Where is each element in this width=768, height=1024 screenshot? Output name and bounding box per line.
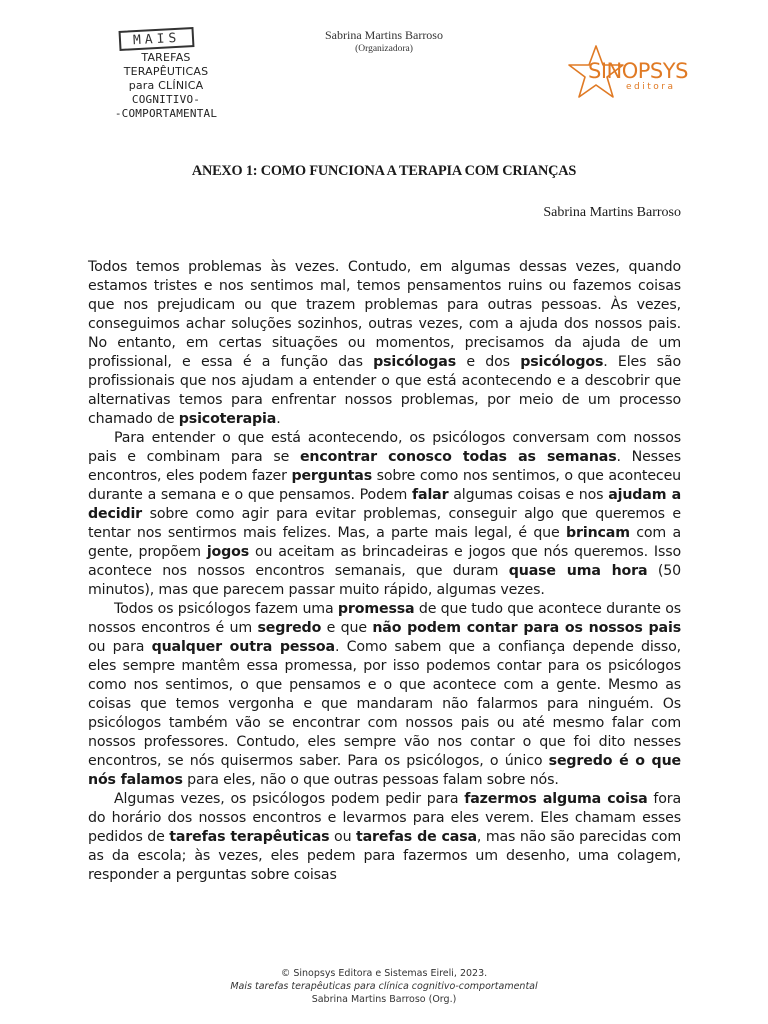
paragraph-text: e dos (456, 354, 521, 370)
emphasis-text: falar (412, 487, 449, 503)
emphasis-text: psicólogas (373, 354, 457, 370)
book-logo-lines (96, 51, 236, 121)
book-logo-line: TAREFAS (141, 51, 191, 64)
body-paragraph (88, 429, 681, 600)
paragraph-text: . (276, 411, 281, 427)
paragraph-text: Para entender o que está acontecendo, os psicólogos conversam com nossos pais e combinam para se (88, 430, 681, 465)
emphasis-text: não podem contar para os nossos pais (372, 620, 681, 636)
footer-organizer: Sabrina Martins Barroso (Org.) (311, 994, 457, 1005)
publisher-logo (566, 44, 686, 104)
body-text (88, 258, 681, 885)
emphasis-text: promessa (337, 601, 415, 617)
page-footer (184, 967, 584, 1006)
emphasis-text: psicólogos (520, 354, 604, 370)
page-title: ANEXO 1: COMO FUNCIONA A TERAPIA COM CRIANÇAS (191, 163, 577, 179)
book-logo-stamp: MAIS (119, 27, 195, 51)
emphasis-text: fazermos alguma coisa (464, 791, 648, 807)
publisher-brand: SINOPSYS (588, 59, 688, 83)
paragraph-text: ou aceitam as brincadeiras e jogos que nós queremos. Isso acontece nos nossos encontros semanais, que duram (88, 544, 681, 579)
paragraph-text: de que tudo que acontece durante os nossos encontros é um (88, 601, 681, 636)
organizer-name: Sabrina Martins Barroso (325, 28, 443, 42)
emphasis-text: tarefas terapêuticas (169, 829, 330, 845)
paragraph-text: para eles, não o que outras pessoas falam sobre nós. (182, 772, 559, 788)
footer-copyright: © Sinopsys Editora e Sistemas Eireli, 2023. (280, 968, 488, 979)
paragraph-text: com a gente, propõem (88, 525, 681, 560)
paragraph-text: sobre como agir para evitar problemas, conseguir algo que queremos e tentar nos sentirmos mais felizes. Mas, a parte mais legal, é que (88, 506, 681, 541)
paragraph-text: (50 minutos), mas que parecem passar muito rápido, algumas vezes. (88, 563, 682, 598)
emphasis-text: quase uma hora (508, 563, 648, 579)
paragraph-text: Algumas vezes, os psicólogos podem pedir para (114, 791, 465, 807)
book-logo-line: COGNITIVO- (131, 93, 201, 106)
organizer-role: (Organizadora) (355, 44, 413, 54)
emphasis-text: perguntas (291, 468, 373, 484)
emphasis-text: brincam (566, 525, 630, 541)
emphasis-text: segredo (257, 620, 322, 636)
paragraph-text: Todos temos problemas às vezes. Contudo, em algumas dessas vezes, quando estamos tristes e nos sentimos mal, temos pensamentos ruins ou fazemos coisas que nos prejudicam ou que trazem problemas para outras pessoas. Às vezes, conseguimos achar soluções sozinhos, outras vezes, com a ajuda dos nossos pais. No entanto, em certas situações ou momentos, precisamos da ajuda de um profissional, e essa é a função das (88, 259, 681, 370)
paragraph-text: e que (321, 620, 373, 636)
book-logo-line: TERAPÊUTICAS (123, 65, 209, 78)
paragraph-text: , mas não são parecidas com as da escola; às vezes, eles pedem para fazermos um desenho, uma colagem, responder a perguntas sobre coisas (88, 829, 681, 883)
paragraph-text: . Nesses encontros, eles podem fazer (88, 449, 681, 484)
paragraph-text: . Eles são profissionais que nos ajudam a entender o que está acontecendo e a descobrir que alternativas temos para enfrentar nossos problemas, por meio de um processo chamado de (88, 354, 681, 427)
book-logo-line: para CLÍNICA (128, 79, 204, 92)
body-paragraph (88, 790, 681, 885)
emphasis-text: segredo é o que nós falamos (88, 753, 681, 788)
book-logo-line: -COMPORTAMENTAL (114, 107, 218, 120)
paragraph-text: algumas coisas e nos (448, 487, 609, 503)
paragraph-text: . Como sabem que a confiança depende disso, eles sempre mantêm essa promessa, por isso podemos contar para os psicólogos como nos sentimos, o que pensamos e o que acontece com a gente. Mesmo as coisas que temos vergonha e que mandaram não falarmos para ninguém. Os psicólogos também vão se encontrar com nossos pais ou até mesmo falar com nossos professores. Contudo, eles sempre vão nos contar o que foi dito nesses encontros, se nós quisermos saber. Para os psicólogos, o único (88, 639, 681, 769)
body-paragraph (88, 600, 681, 790)
paragraph-text: Todos os psicólogos fazem uma (114, 601, 338, 617)
paragraph-text: fora do horário dos nossos encontros e levarmos para eles verem. Eles chamam esses pedidos de (88, 791, 682, 845)
body-paragraph (88, 258, 681, 429)
emphasis-text: encontrar conosco todas as semanas (299, 449, 617, 465)
emphasis-text: tarefas de casa (355, 829, 477, 845)
emphasis-text: ajudam a decidir (88, 487, 682, 522)
paragraph-text: ou (329, 829, 356, 845)
book-series-logo (96, 28, 236, 121)
publisher-brand-sub: editora (626, 82, 676, 92)
paragraph-text: ou para (88, 639, 152, 655)
footer-book-title: Mais tarefas terapêuticas para clínica cognitivo-comportamental (230, 981, 538, 992)
paragraph-text: sobre como nos sentimos, o que aconteceu durante a semana e o que pensamos. Podem (88, 468, 681, 503)
running-header-organizer (234, 28, 534, 55)
emphasis-text: jogos (206, 544, 250, 560)
emphasis-text: psicoterapia (178, 411, 277, 427)
emphasis-text: qualquer outra pessoa (151, 639, 335, 655)
author-name: Sabrina Martins Barroso (543, 205, 681, 220)
